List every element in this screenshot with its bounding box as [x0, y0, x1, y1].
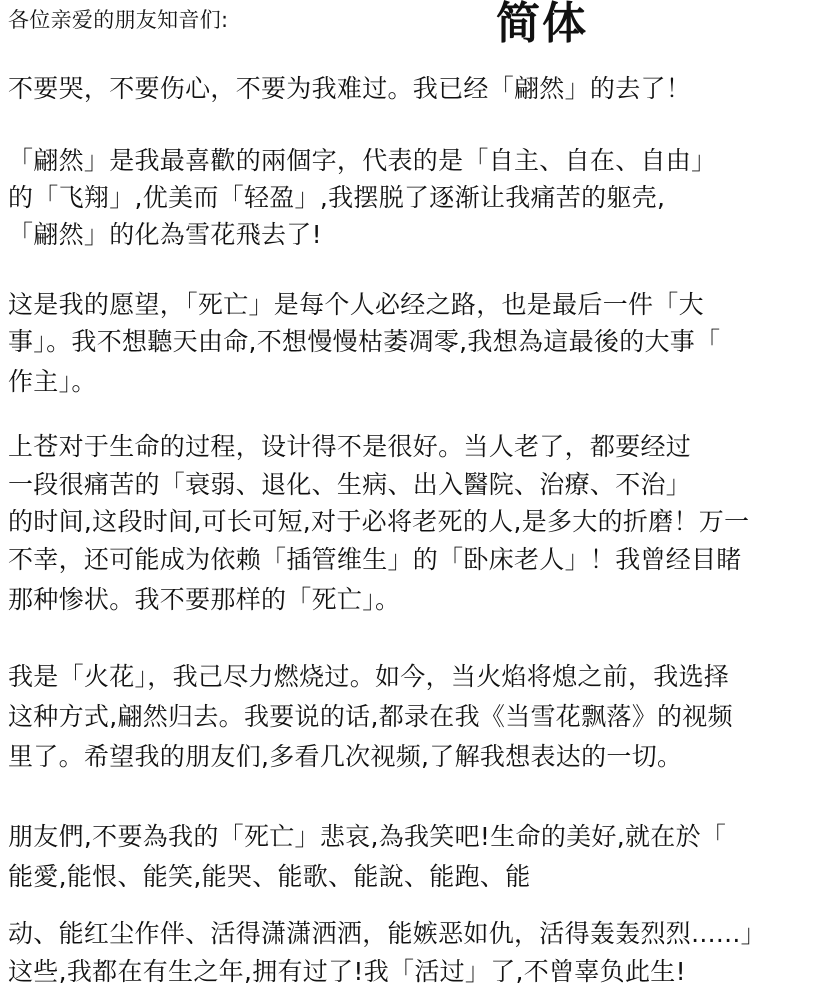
paragraph-4-line-4: 不幸，还可能成为依赖「插管维生」的「卧床老人」！我曾经目睹 — [8, 545, 742, 574]
paragraph-4-line-3: 的时间,这段时间,可长可短,对于必将老死的人,是多大的折磨！万一 — [8, 507, 750, 536]
paragraph-4-line-2: 一段很痛苦的「衰弱、退化、生病、出入醫院、治療、不治」 — [8, 470, 692, 499]
greeting: 各位亲爱的朋友知音们: — [8, 8, 229, 32]
paragraph-4-line-5: 那种惨状。我不要那样的「死亡」。 — [8, 585, 401, 614]
paragraph-5-line-2: 这种方式,翩然归去。我要说的话,都录在我《当雪花飘落》的视频 — [8, 702, 733, 731]
paragraph-6-line-2: 能愛,能恨、能笑,能哭、能歌、能說、能跑、能 — [8, 862, 531, 891]
paragraph-6-line-1: 朋友們,不要為我的「死亡」悲哀,為我笑吧!生命的美好,就在於「 — [8, 822, 727, 851]
simplified-watermark: 简体 — [496, 0, 588, 49]
paragraph-3-line-1: 这是我的愿望，「死亡」是每个人必经之路，也是最后一件「大 — [8, 290, 704, 319]
paragraph-4-line-1: 上苍对于生命的过程，设计得不是很好。当人老了，都要经过 — [8, 432, 692, 461]
paragraph-1-line-1: 不要哭，不要伤心，不要为我难过。我已经「翩然」的去了！ — [8, 74, 692, 103]
paragraph-3-line-2: 事」。我不想聽天由命,不想慢慢枯萎凋零,我想為這最後的大事「 — [8, 327, 721, 356]
paragraph-3-line-3: 作主」。 — [8, 367, 97, 396]
paragraph-6-line-3: 动、能红尘作伴、活得潇潇洒洒，能嫉恶如仇，活得轰轰烈烈......」 — [8, 919, 766, 948]
paragraph-2-line-1: 「翩然」是我最喜歡的兩個字，代表的是「自主、自在、自由」 — [8, 146, 717, 175]
paragraph-2-line-3: 「翩然」的化為雪花飛去了! — [8, 220, 322, 249]
paragraph-2-line-2: 的「飞翔」,优美而「轻盈」,我摆脱了逐渐让我痛苦的躯壳, — [8, 183, 666, 212]
paragraph-6-line-4: 这些,我都在有生之年,拥有过了!我「活过」了,不曾辜负此生! — [8, 957, 686, 986]
paragraph-5-line-1: 我是「火花」，我己尽力燃烧过。如今，当火焰将熄之前，我选择 — [8, 662, 730, 691]
paragraph-5-line-3: 里了。希望我的朋友们,多看几次视频,了解我想表达的一切。 — [8, 742, 683, 771]
